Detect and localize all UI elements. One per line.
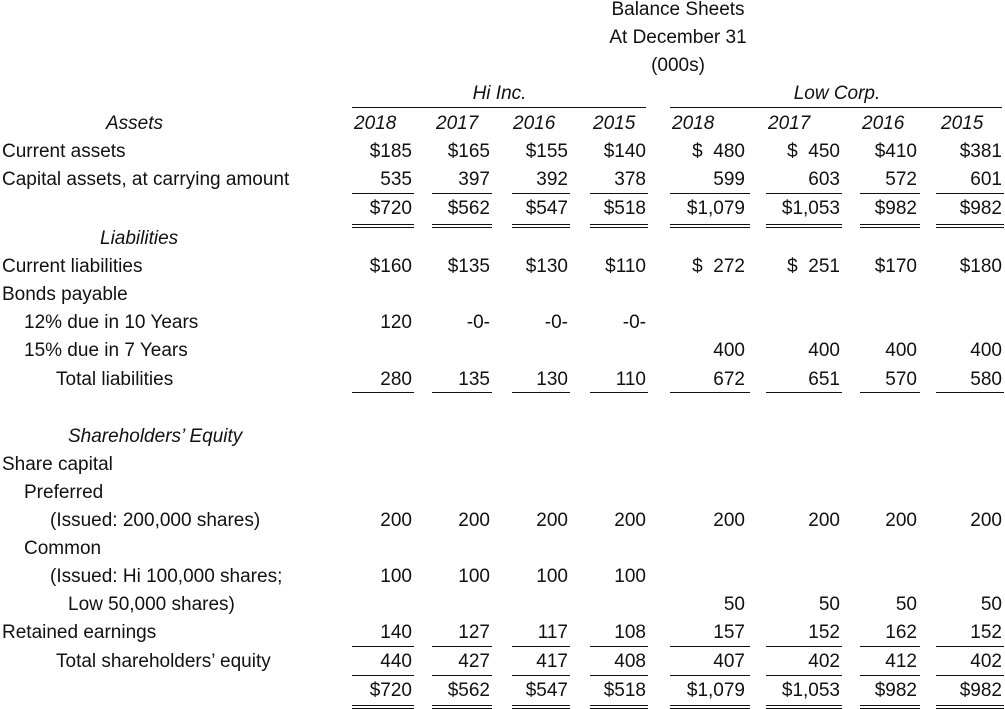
value-cell: $110 <box>605 256 646 277</box>
subtotal-rule <box>590 646 648 647</box>
subtotal-rule <box>512 646 570 647</box>
value-cell: 672 <box>713 369 745 390</box>
company-hi-header: Hi Inc. <box>472 83 527 104</box>
total-double-rule <box>860 705 920 709</box>
value-cell: $ 272 <box>692 256 745 277</box>
value-cell: 412 <box>885 651 917 672</box>
value-cell: 50 <box>895 594 917 615</box>
value-cell: 120 <box>380 312 412 333</box>
company-low-header: Low Corp. <box>793 83 881 104</box>
value-cell: $170 <box>874 256 917 277</box>
value-cell: $982 <box>959 680 1002 701</box>
value-cell: $180 <box>959 256 1002 277</box>
value-cell: 108 <box>614 622 646 643</box>
value-cell: 400 <box>970 340 1002 361</box>
total-double-rule <box>590 705 648 709</box>
subtotal-rule <box>352 675 414 676</box>
value-cell: 100 <box>536 566 568 587</box>
subtotal-rule <box>590 675 648 676</box>
total-double-rule <box>432 705 492 709</box>
value-cell: $720 <box>369 198 412 219</box>
value-cell: 200 <box>713 510 745 531</box>
value-cell: $135 <box>447 256 490 277</box>
value-cell: 417 <box>536 651 568 672</box>
subtotal-rule <box>432 675 492 676</box>
value-cell: 280 <box>380 369 412 390</box>
total-double-rule <box>766 224 842 228</box>
value-cell: -0- <box>466 312 490 333</box>
value-cell: 157 <box>713 622 745 643</box>
value-cell: 402 <box>808 651 840 672</box>
row-label: Low 50,000 shares) <box>68 594 235 615</box>
value-cell: -0- <box>622 312 646 333</box>
value-cell: 200 <box>808 510 840 531</box>
subtotal-rule <box>670 675 750 676</box>
subtotal-rule <box>860 392 920 393</box>
value-cell: 152 <box>808 622 840 643</box>
row-label: Capital assets, at carrying amount <box>2 169 290 190</box>
value-cell: $518 <box>603 198 646 219</box>
value-cell: 580 <box>970 369 1002 390</box>
subtotal-rule <box>512 675 570 676</box>
value-cell: 402 <box>970 651 1002 672</box>
subtotal-rule <box>352 646 414 647</box>
value-cell: $1,079 <box>686 680 745 701</box>
subtotal-rule <box>936 392 1004 393</box>
year-header: 2016 <box>862 113 905 134</box>
value-cell: 100 <box>380 566 412 587</box>
value-cell: 570 <box>885 369 917 390</box>
year-header: 2017 <box>768 113 811 134</box>
value-cell: 200 <box>885 510 917 531</box>
date-line: At December 31 <box>609 27 747 48</box>
row-label: (Issued: Hi 100,000 shares; <box>50 566 283 587</box>
year-header: 2015 <box>593 113 636 134</box>
value-cell: $ 480 <box>692 141 745 162</box>
value-cell: 100 <box>458 566 490 587</box>
value-cell: $982 <box>874 680 917 701</box>
section-assets: Assets <box>106 113 164 134</box>
total-double-rule <box>590 224 648 228</box>
value-cell: 378 <box>614 169 646 190</box>
subtotal-rule <box>432 193 492 194</box>
sheet-title: Balance Sheets <box>611 0 745 20</box>
value-cell: $155 <box>525 141 568 162</box>
value-cell: $982 <box>874 198 917 219</box>
subtotal-rule <box>670 193 750 194</box>
total-double-rule <box>936 705 1004 709</box>
total-double-rule <box>512 224 570 228</box>
value-cell: 535 <box>380 169 412 190</box>
value-cell: 603 <box>808 169 840 190</box>
row-label: Share capital <box>2 454 113 475</box>
company-hi-rule <box>352 107 646 108</box>
value-cell: 599 <box>713 169 745 190</box>
year-header: 2018 <box>672 113 715 134</box>
value-cell: 427 <box>458 651 490 672</box>
row-label: (Issued: 200,000 shares) <box>50 510 261 531</box>
row-label: Current assets <box>2 141 126 162</box>
value-cell: $1,053 <box>781 680 840 701</box>
value-cell: $1,079 <box>686 198 745 219</box>
value-cell: $160 <box>369 256 412 277</box>
total-double-rule <box>432 224 492 228</box>
total-double-rule <box>670 705 750 709</box>
subtotal-rule <box>432 392 492 393</box>
subtotal-rule <box>432 646 492 647</box>
value-cell: 200 <box>614 510 646 531</box>
value-cell: 400 <box>713 340 745 361</box>
subtotal-rule <box>352 392 414 393</box>
row-label: Total liabilities <box>56 369 174 390</box>
value-cell: 100 <box>614 566 646 587</box>
value-cell: 140 <box>380 622 412 643</box>
value-cell: 601 <box>970 169 1002 190</box>
subtotal-rule <box>590 193 648 194</box>
value-cell: $982 <box>959 198 1002 219</box>
section-equity: Shareholders’ Equity <box>68 426 243 447</box>
value-cell: 572 <box>885 169 917 190</box>
value-cell: 152 <box>970 622 1002 643</box>
value-cell: $381 <box>959 141 1002 162</box>
row-label: Common <box>24 538 102 559</box>
subtotal-rule <box>860 646 920 647</box>
value-cell: $518 <box>603 680 646 701</box>
value-cell: 400 <box>808 340 840 361</box>
row-label: Total shareholders’ equity <box>56 651 271 672</box>
subtotal-rule <box>936 193 1004 194</box>
row-label: Current liabilities <box>2 256 143 277</box>
row-label: Retained earnings <box>2 622 157 643</box>
subtotal-rule <box>936 646 1004 647</box>
value-cell: 440 <box>380 651 412 672</box>
value-cell: $410 <box>874 141 917 162</box>
year-header: 2015 <box>941 113 984 134</box>
company-low-rule <box>670 107 1002 108</box>
value-cell: 200 <box>536 510 568 531</box>
value-cell: 50 <box>818 594 840 615</box>
subtotal-rule <box>860 193 920 194</box>
value-cell: 135 <box>458 369 490 390</box>
total-double-rule <box>670 224 750 228</box>
year-header: 2016 <box>513 113 556 134</box>
subtotal-rule <box>766 646 842 647</box>
subtotal-rule <box>590 392 648 393</box>
value-cell: 50 <box>723 594 745 615</box>
total-double-rule <box>512 705 570 709</box>
value-cell: $562 <box>447 198 490 219</box>
subtotal-rule <box>512 193 570 194</box>
subtotal-rule <box>766 675 842 676</box>
value-cell: 407 <box>713 651 745 672</box>
subtotal-rule <box>766 193 842 194</box>
value-cell: $140 <box>603 141 646 162</box>
value-cell: 408 <box>614 651 646 672</box>
subtotal-rule <box>936 675 1004 676</box>
value-cell: 110 <box>615 369 646 390</box>
subtotal-rule <box>670 392 750 393</box>
value-cell: $1,053 <box>781 198 840 219</box>
value-cell: $547 <box>525 198 568 219</box>
value-cell: -0- <box>544 312 568 333</box>
subtotal-rule <box>512 392 570 393</box>
value-cell: 50 <box>980 594 1002 615</box>
units-label: (000s) <box>651 55 705 76</box>
value-cell: $130 <box>525 256 568 277</box>
subtotal-rule <box>670 646 750 647</box>
value-cell: 200 <box>458 510 490 531</box>
value-cell: 392 <box>536 169 568 190</box>
value-cell: 651 <box>808 369 840 390</box>
total-double-rule <box>766 705 842 709</box>
row-label: 12% due in 10 Years <box>24 312 199 333</box>
value-cell: 162 <box>885 622 917 643</box>
total-double-rule <box>936 224 1004 228</box>
value-cell: 200 <box>380 510 412 531</box>
value-cell: 130 <box>536 369 568 390</box>
row-label: 15% due in 7 Years <box>24 340 188 361</box>
value-cell: 117 <box>537 622 568 643</box>
year-header: 2017 <box>436 113 479 134</box>
value-cell: 397 <box>458 169 490 190</box>
subtotal-rule <box>766 392 842 393</box>
value-cell: $562 <box>447 680 490 701</box>
total-double-rule <box>352 224 414 228</box>
row-label: Preferred <box>24 482 104 503</box>
value-cell: $ 450 <box>787 141 840 162</box>
row-label: Bonds payable <box>2 284 128 305</box>
value-cell: $547 <box>525 680 568 701</box>
subtotal-rule <box>860 675 920 676</box>
subtotal-rule <box>352 193 414 194</box>
year-header: 2018 <box>354 113 397 134</box>
value-cell: $165 <box>447 141 490 162</box>
value-cell: $720 <box>369 680 412 701</box>
value-cell: 400 <box>885 340 917 361</box>
value-cell: $185 <box>369 141 412 162</box>
value-cell: $ 251 <box>787 256 840 277</box>
section-liabilities: Liabilities <box>100 228 179 249</box>
value-cell: 127 <box>458 622 490 643</box>
total-double-rule <box>860 224 920 228</box>
value-cell: 200 <box>970 510 1002 531</box>
total-double-rule <box>352 705 414 709</box>
